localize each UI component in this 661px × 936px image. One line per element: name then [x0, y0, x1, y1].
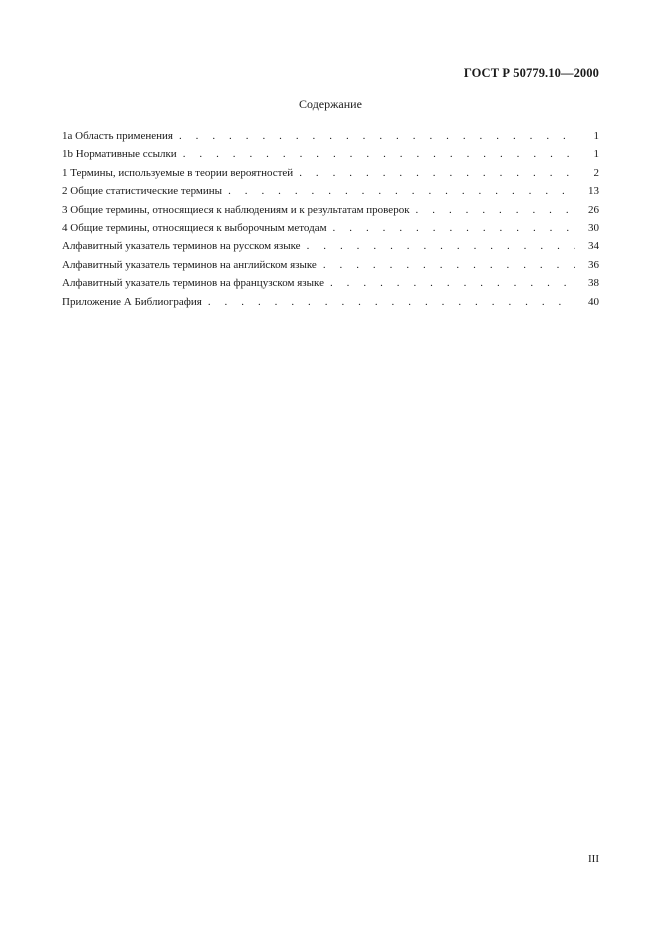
toc-leader-dots [323, 256, 575, 274]
toc-leader-dots [330, 274, 575, 292]
toc-leader-dots [183, 145, 575, 163]
page-number: III [588, 853, 599, 865]
toc-entry-page: 26 [588, 203, 599, 216]
toc-entry-page: 13 [588, 185, 599, 198]
toc-entry-sampling-terms[interactable] [62, 219, 599, 237]
toc-entry-bibliography[interactable] [62, 293, 599, 311]
toc-entry-label: 2 Общие статистические термины [62, 185, 223, 198]
toc-entry-page: 40 [588, 295, 599, 308]
toc-entry-page: 1 [593, 148, 599, 161]
toc-entry-general-statistical-terms[interactable] [62, 182, 599, 200]
toc-entry-label: Алфавитный указатель терминов на русском языке [62, 240, 301, 253]
toc-entry-label: Приложение А Библиография [62, 295, 202, 308]
toc-entry-label: 3 Общие термины, относящиеся к наблюдениям и к результатам проверок [62, 203, 410, 216]
toc-entry-normative-references[interactable] [62, 145, 599, 163]
toc-entry-label: 1b Нормативные ссылки [62, 148, 177, 161]
toc-entry-page: 34 [588, 240, 599, 253]
toc-entry-page: 1 [593, 130, 599, 142]
toc-entry-french-index[interactable] [62, 274, 599, 292]
toc-entry-label: 1 Термины, используемые в теории вероятностей [62, 166, 294, 179]
toc-entry-page: 38 [588, 277, 599, 290]
toc-entry-english-index[interactable] [62, 256, 599, 274]
toc-title: Содержание [299, 97, 362, 111]
toc-entry-label: 1а Область применения [62, 130, 173, 142]
toc-leader-dots [299, 164, 575, 182]
toc-entry-page: 30 [588, 221, 599, 234]
toc-leader-dots [179, 127, 575, 145]
toc-entry-scope[interactable] [62, 127, 599, 145]
table-of-contents [62, 127, 599, 311]
toc-leader-dots [416, 201, 575, 219]
toc-leader-dots [208, 293, 575, 311]
toc-entry-page: 2 [593, 166, 599, 179]
toc-entry-label: Алфавитный указатель терминов на французском языке [62, 277, 324, 290]
document-code: ГОСТ Р 50779.10—2000 [463, 66, 599, 80]
toc-leader-dots [228, 182, 575, 200]
toc-entry-probability-terms[interactable] [62, 164, 599, 182]
toc-entry-russian-index[interactable] [62, 237, 599, 255]
toc-entry-label: Алфавитный указатель терминов на английском языке [62, 258, 317, 271]
toc-leader-dots [333, 219, 575, 237]
toc-entry-observation-terms[interactable] [62, 201, 599, 219]
toc-leader-dots [307, 237, 575, 255]
toc-entry-label: 4 Общие термины, относящиеся к выборочным методам [62, 221, 327, 234]
toc-entry-page: 36 [588, 258, 599, 271]
